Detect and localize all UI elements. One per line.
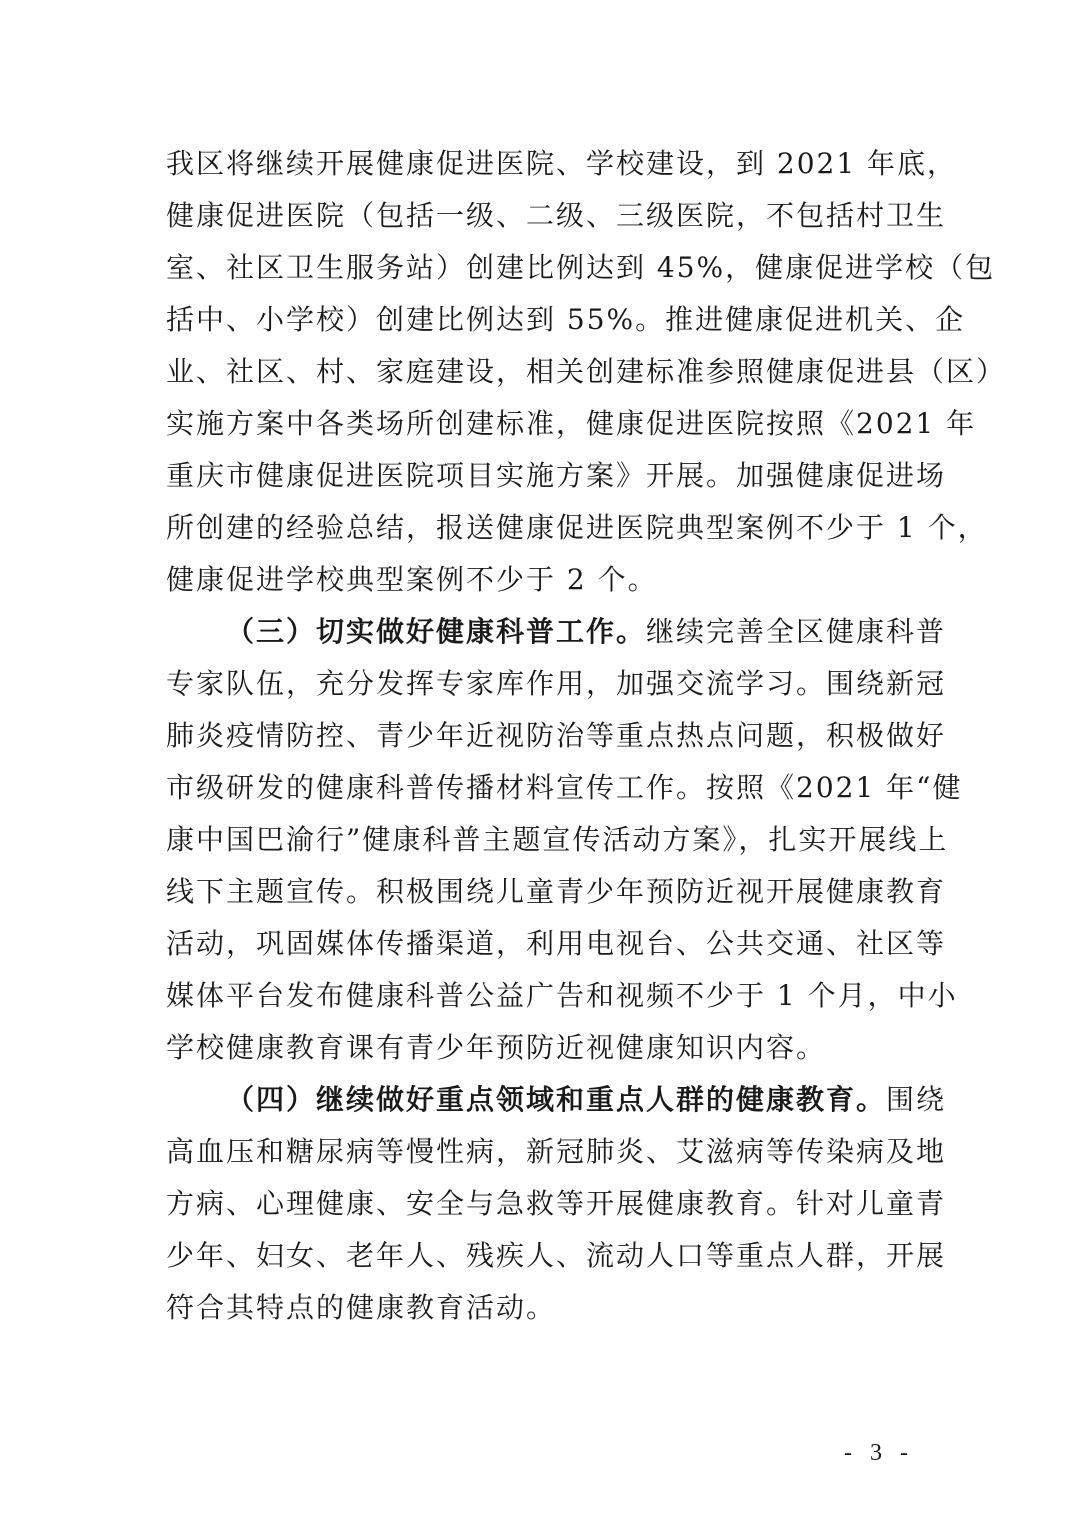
text-line: 市级研发的健康科普传播材料宣传工作。按照《2021 年“健	[166, 771, 963, 804]
text-line: 活动，巩固媒体传播渠道，利用电视台、公共交通、社区等	[166, 927, 947, 960]
text-line: 学校健康教育课有青少年预防近视健康知识内容。	[166, 1031, 827, 1064]
text-line: 业、社区、村、家庭建设，相关创建标准参照健康促进县（区）	[166, 355, 1007, 388]
text-line: 专家队伍，充分发挥专家库作用，加强交流学习。围绕新冠	[166, 667, 947, 700]
text-line: 高血压和糖尿病等慢性病，新冠肺炎、艾滋病等传染病及地	[166, 1135, 947, 1168]
text-line: 室、社区卫生服务站）创建比例达到 45%，健康促进学校（包	[166, 251, 996, 284]
text-line: 健康促进学校典型案例不少于 2 个。	[166, 563, 658, 596]
text-line: 我区将继续开展健康促进医院、学校建设，到 2021 年底，	[166, 147, 958, 180]
text-line: 少年、妇女、老年人、残疾人、流动人口等重点人群，开展	[166, 1239, 947, 1272]
text-line: 所创建的经验总结，报送健康促进医院典型案例不少于 1 个，	[166, 511, 988, 544]
document-body	[166, 138, 1007, 1334]
text-line: 肺炎疫情防控、青少年近视防治等重点热点问题，积极做好	[166, 719, 947, 752]
text-line: 括中、小学校）创建比例达到 55%。推进健康促进机关、企	[166, 303, 966, 336]
text-line: 符合其特点的健康教育活动。	[166, 1291, 557, 1324]
paragraph-key-groups	[166, 1074, 947, 1334]
page-number: - 3 -	[844, 1440, 914, 1466]
text-line-first	[166, 606, 947, 658]
text-line: 线下主题宣传。积极围绕儿童青少年预防近视开展健康教育	[166, 875, 947, 908]
text-line: 重庆市健康促进医院项目实施方案》开展。加强健康促进场	[166, 459, 947, 492]
text-line: 实施方案中各类场所创建标准，健康促进医院按照《2021 年	[166, 407, 977, 440]
text-run: 继续完善全区健康科普	[646, 615, 947, 648]
text-run: 围绕	[886, 1083, 947, 1116]
text-line: 健康促进医院（包括一级、二级、三级医院，不包括村卫生	[166, 199, 947, 232]
paragraph-health-science	[166, 606, 963, 1074]
text-line-first	[166, 1074, 947, 1126]
section-heading-four: （四）继续做好重点领域和重点人群的健康教育。	[226, 1083, 887, 1116]
paragraph-health-promotion-sites	[166, 138, 1007, 606]
section-heading-three: （三）切实做好健康科普工作。	[226, 615, 647, 648]
text-line: 媒体平台发布健康科普公益广告和视频不少于 1 个月，中小	[166, 979, 958, 1012]
text-line: 方病、心理健康、安全与急救等开展健康教育。针对儿童青	[166, 1187, 947, 1220]
text-line: 康中国巴渝行”健康科普主题宣传活动方案》，扎实开展线上	[166, 823, 949, 856]
